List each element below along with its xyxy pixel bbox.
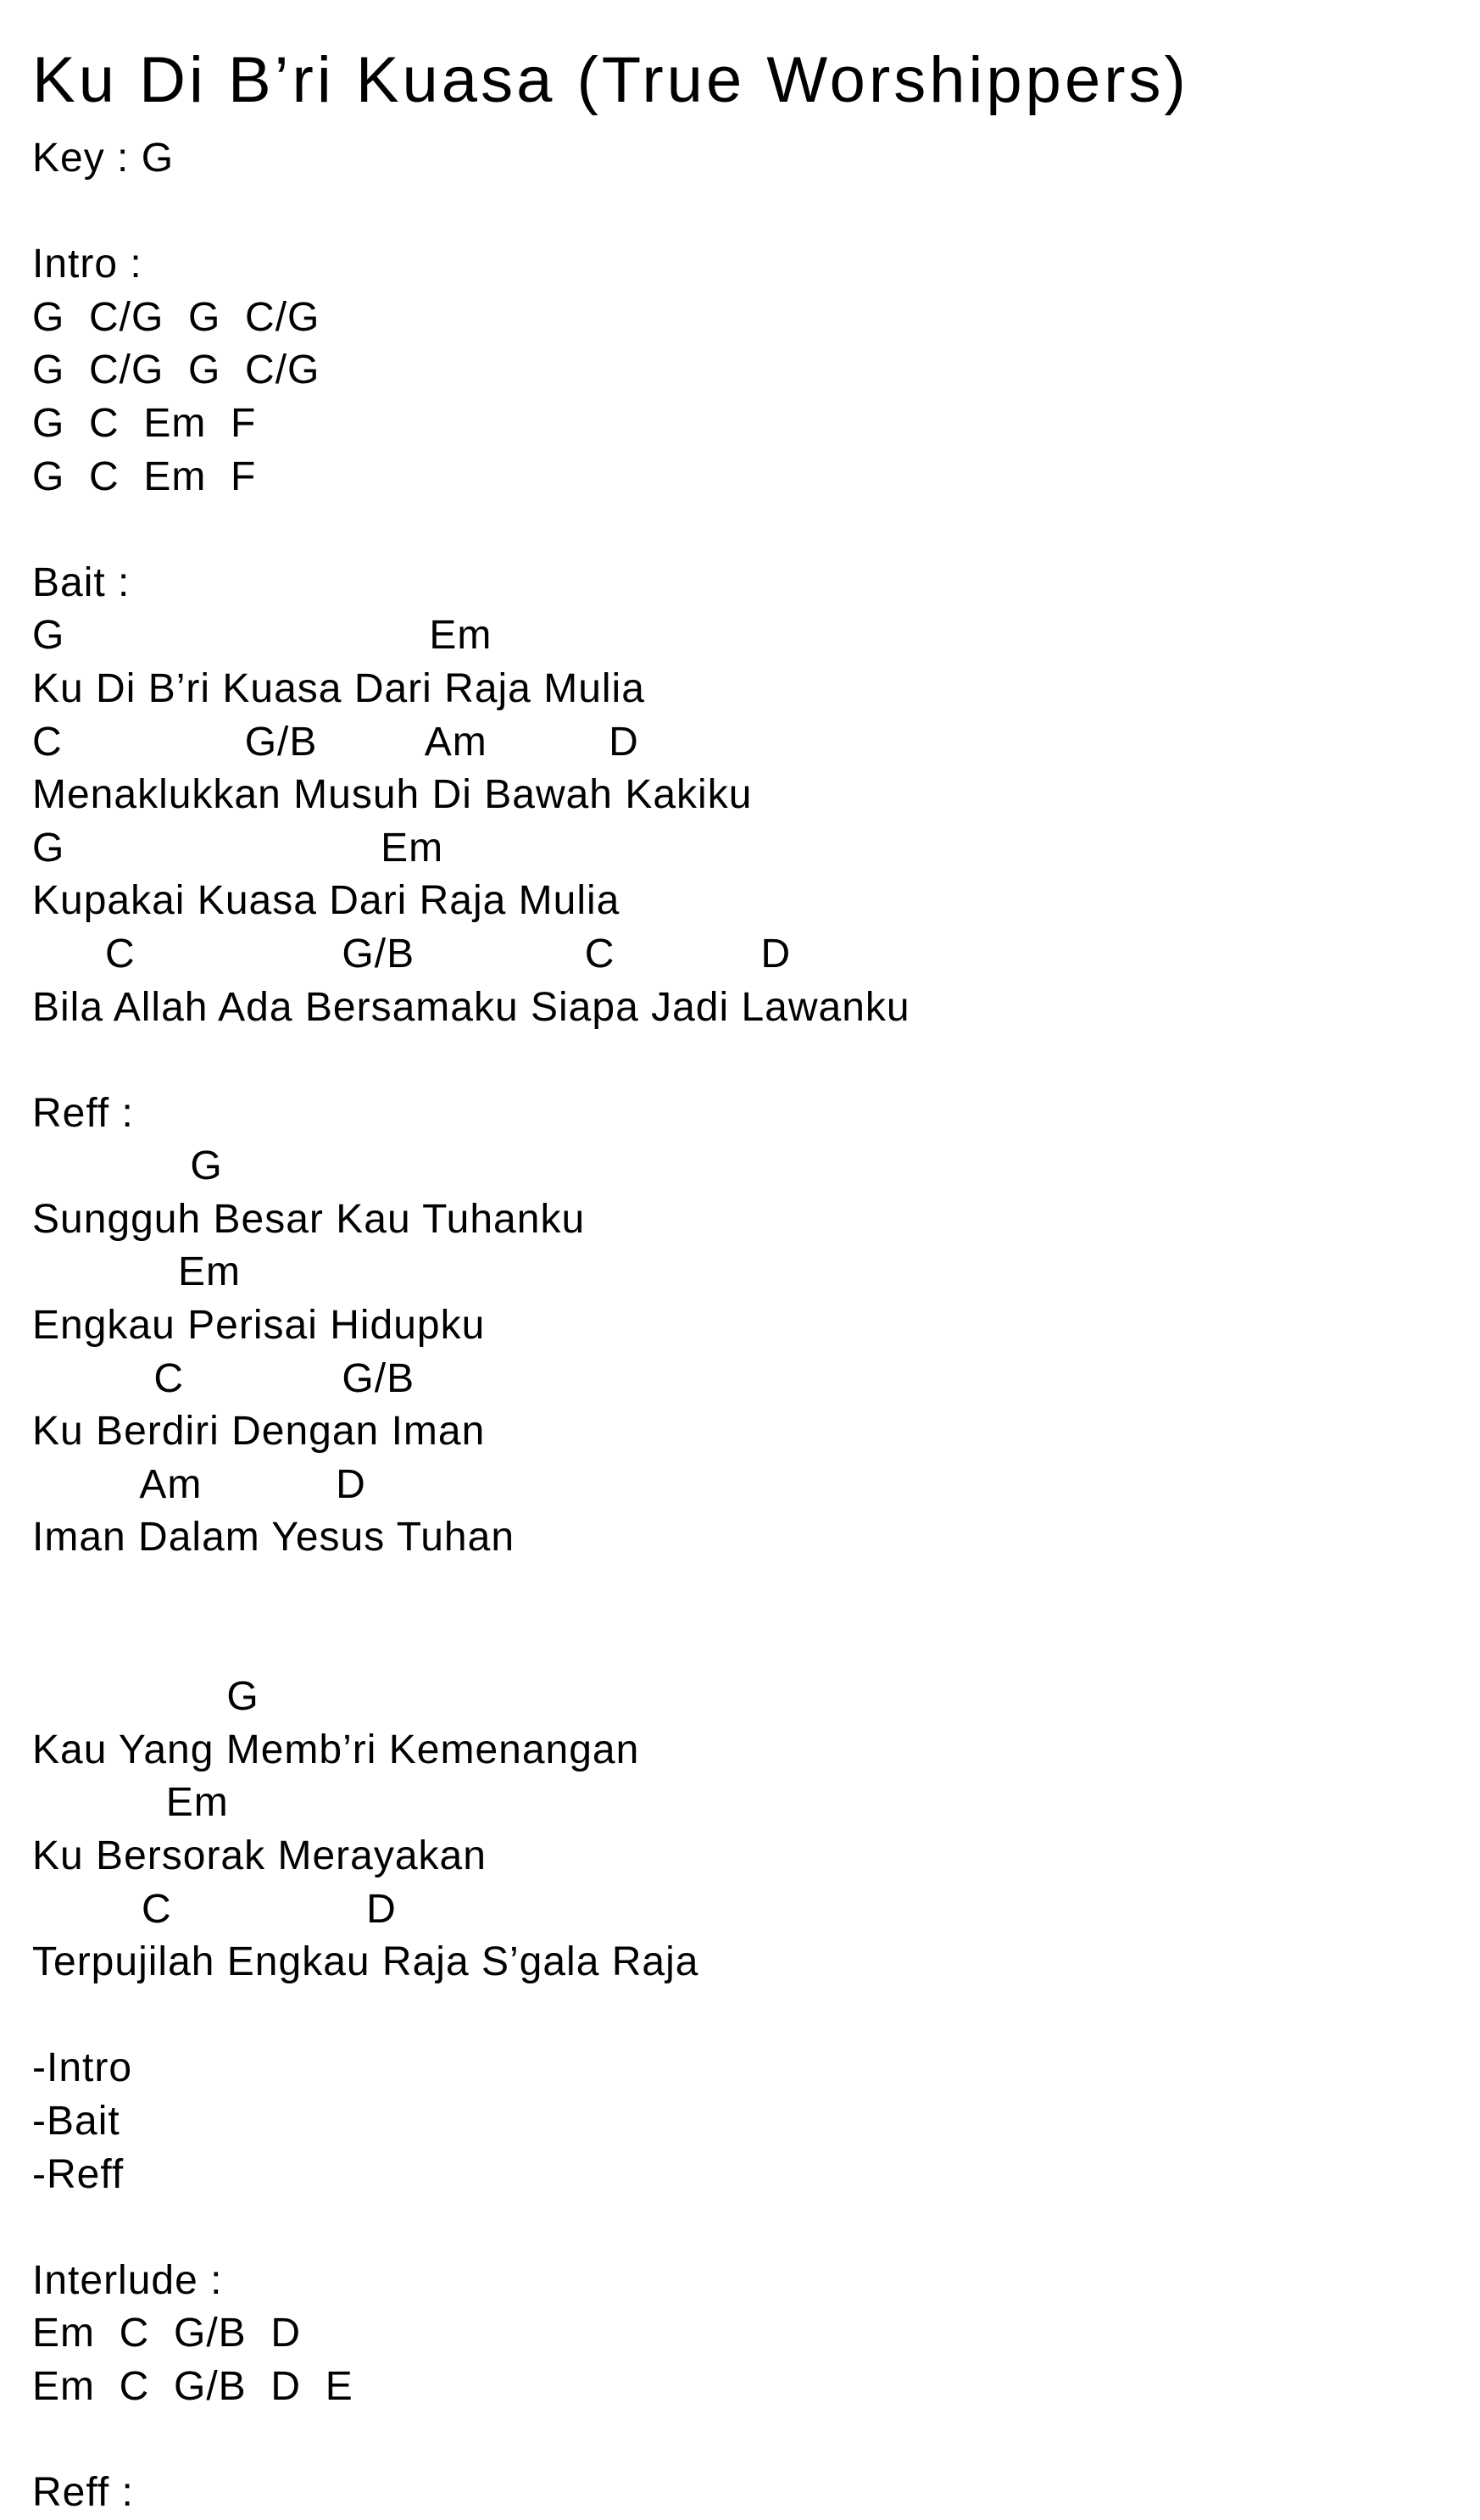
sheet-line: -Intro: [32, 2045, 133, 2091]
sheet-line: Ku Bersorak Merayakan: [32, 1833, 487, 1878]
sheet-line: C D: [32, 1886, 397, 1932]
chord-sheet-page: [32, 34, 1448, 2520]
blank-line: [32, 1618, 1448, 1672]
sheet-line: C G/B C D: [32, 931, 792, 976]
sheet-line: Reff :: [32, 1090, 134, 1136]
sheet-line: Intro :: [32, 242, 142, 287]
sheet-line: Kau Yang Memb’ri Kemenangan: [32, 1727, 640, 1772]
sheet-line: G: [32, 1674, 259, 1720]
sheet-line: -Reff: [32, 2151, 125, 2197]
sheet-line: Ku Berdiri Dengan Iman: [32, 1409, 486, 1455]
blank-line: [32, 1565, 1448, 1618]
sheet-line: G C Em F: [32, 453, 257, 499]
sheet-line: Menaklukkan Musuh Di Bawah Kakiku: [32, 772, 753, 818]
sheet-line: G C/G G C/G: [32, 348, 320, 393]
sheet-line: Em C G/B D: [32, 2311, 302, 2356]
sheet-line: Reff :: [32, 2470, 134, 2516]
sheet-line: Iman Dalam Yesus Tuhan: [32, 1515, 515, 1560]
blank-line: [32, 2201, 1448, 2255]
sheet-line: G Em: [32, 613, 492, 659]
sheet-line: Em C G/B D E: [32, 2363, 353, 2409]
sheet-line: Sungguh Besar Kau Tuhanku: [32, 1196, 586, 1242]
sheet-line: Em: [32, 1780, 229, 1826]
sheet-line: -Bait: [32, 2098, 120, 2144]
blank-line: [32, 186, 1448, 239]
sheet-line: G: [32, 1143, 223, 1189]
sheet-line: Interlude :: [32, 2257, 223, 2303]
sheet-line: Terpujilah Engkau Raja S’gala Raja: [32, 1939, 699, 1985]
sheet-line: G Em: [32, 825, 444, 871]
blank-line: [32, 1989, 1448, 2043]
sheet-line: C G/B Am D: [32, 719, 639, 765]
sheet-line: Bila Allah Ada Bersamaku Siapa Jadi Lawanku: [32, 984, 910, 1030]
sheet-line: C G/B: [32, 1355, 415, 1401]
sheet-line: Am D: [32, 1461, 366, 1507]
blank-line: [32, 503, 1448, 557]
sheet-line: Engkau Perisai Hidupku: [32, 1303, 486, 1349]
blank-line: [32, 2414, 1448, 2467]
blank-line: [32, 1034, 1448, 1088]
sheet-line: Key : G: [32, 136, 175, 181]
sheet-line: G C Em F: [32, 400, 257, 446]
sheet-line: Bait :: [32, 559, 131, 605]
sheet-line: Em: [32, 1249, 242, 1295]
sheet-line: Ku Di B’ri Kuasa Dari Raja Mulia: [32, 665, 645, 711]
sheet-line: Kupakai Kuasa Dari Raja Mulia: [32, 878, 620, 924]
song-title: Ku Di B’ri Kuasa (True Worshippers): [32, 44, 1189, 116]
sheet-line: G C/G G C/G: [32, 294, 320, 340]
chord-sheet-body: [32, 132, 1448, 2520]
